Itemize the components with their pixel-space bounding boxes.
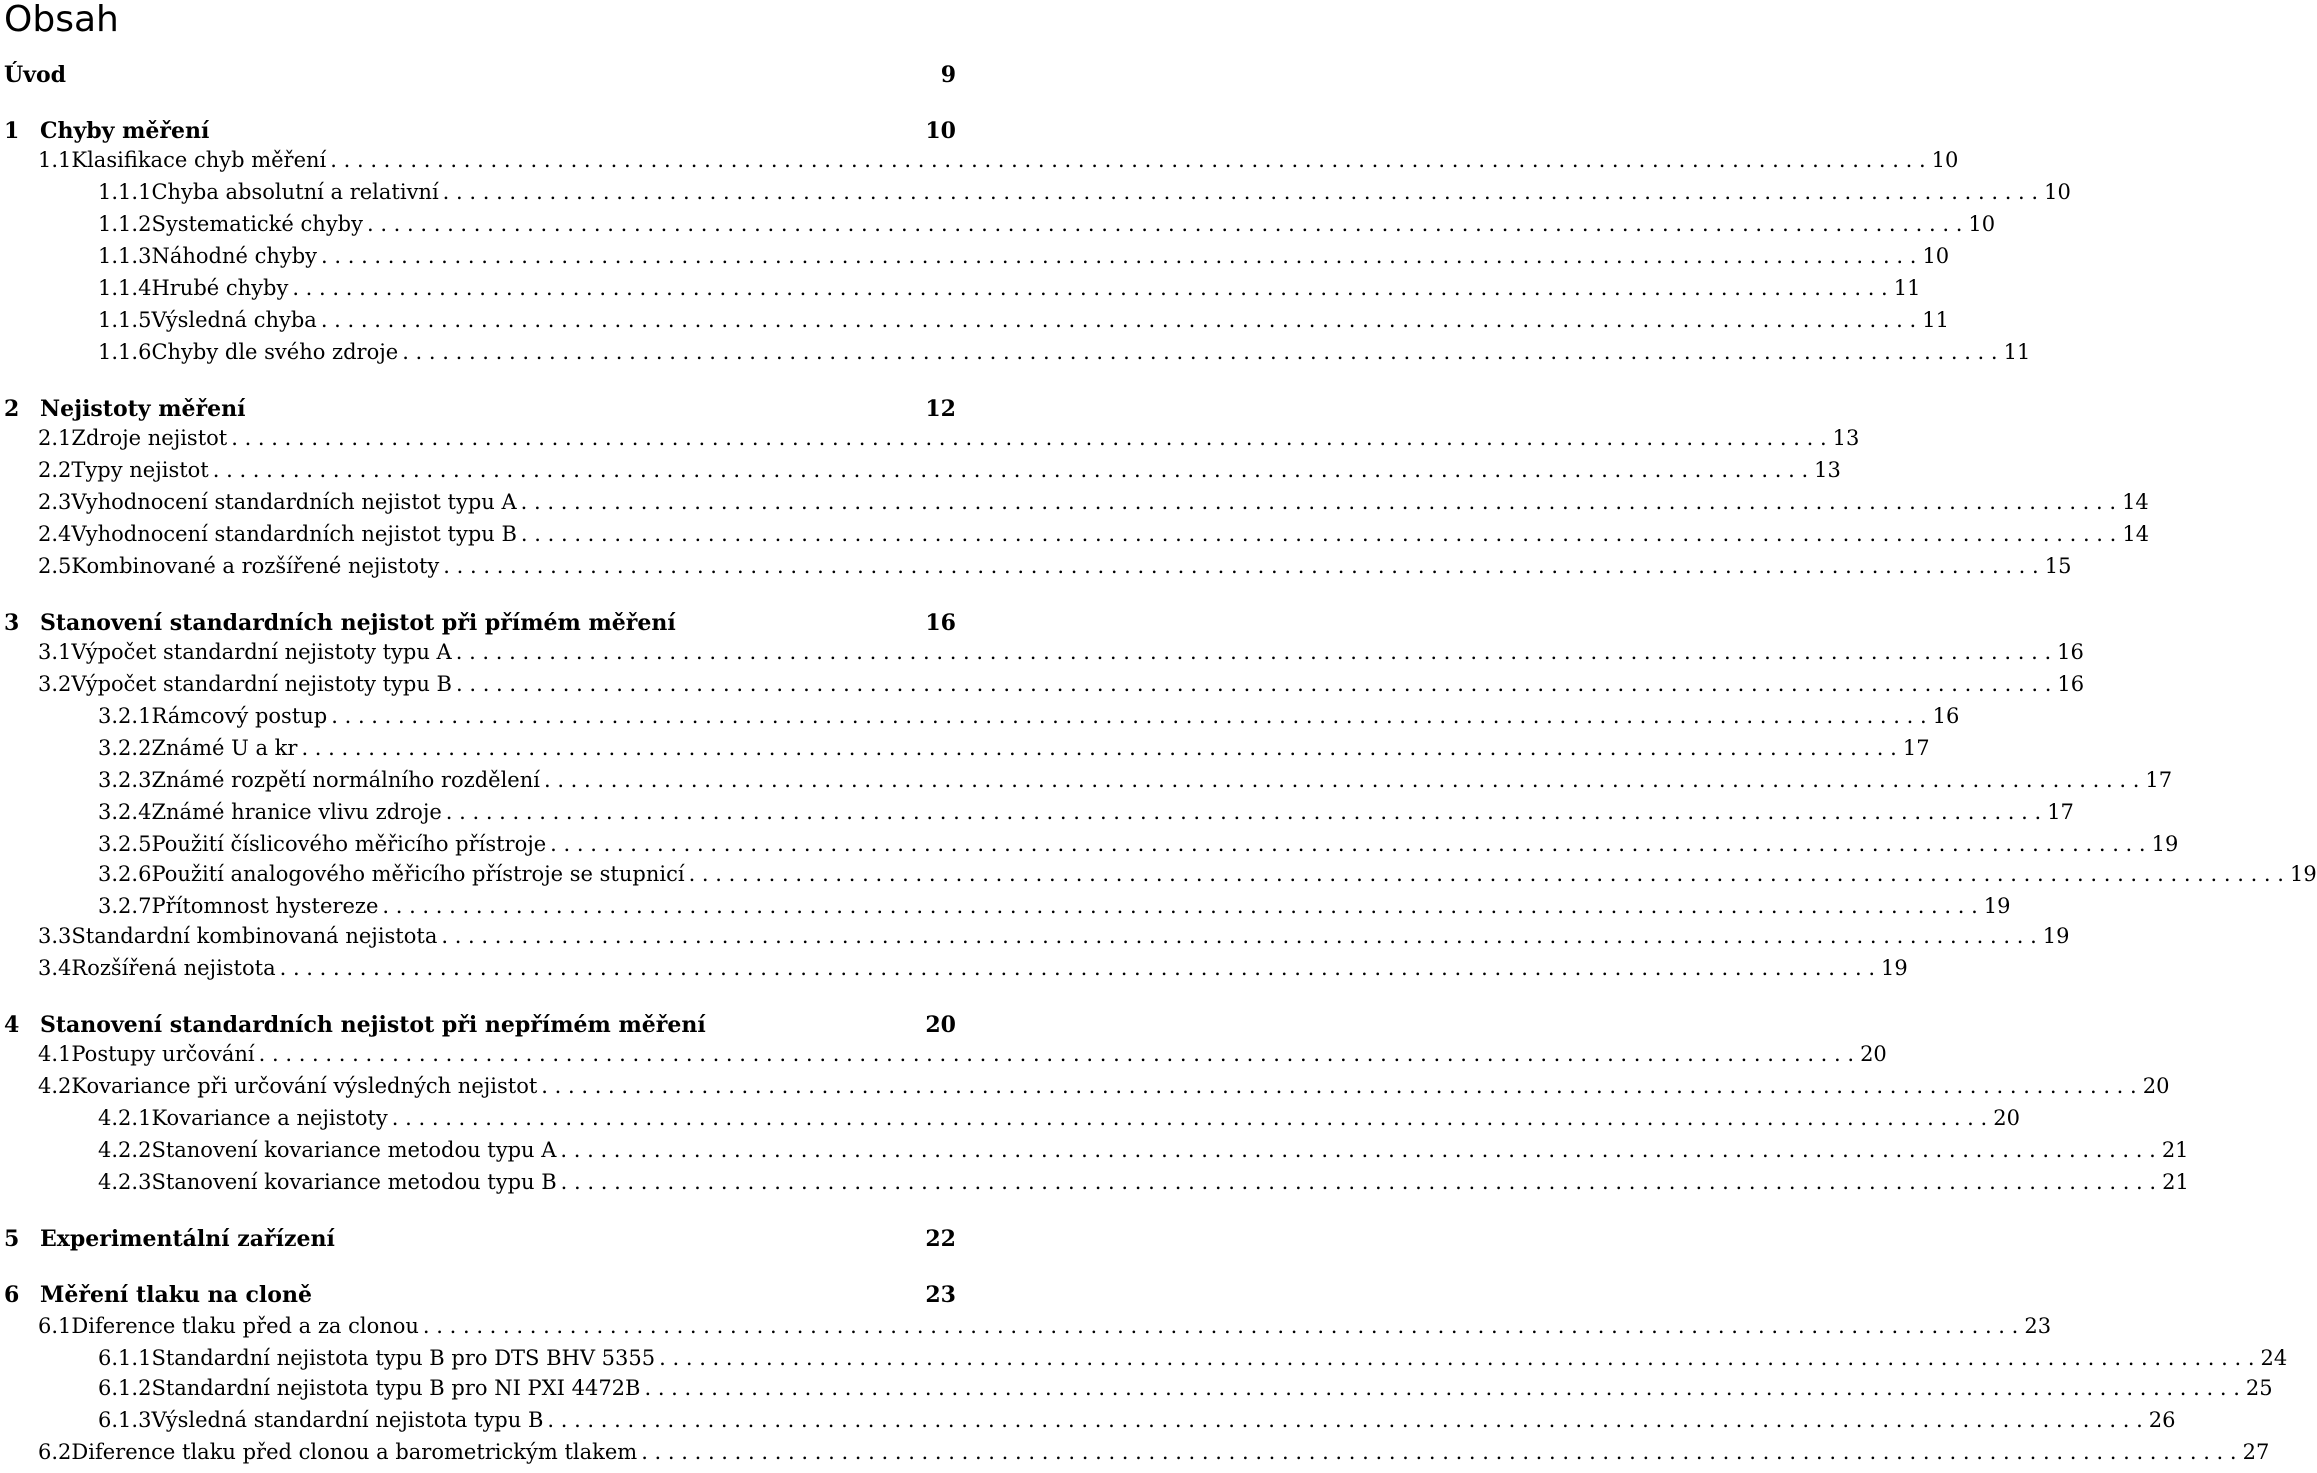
toc-page-number: 14	[2122, 490, 2149, 514]
toc-leader-dots: . . . . . . . . . . . . . . . . . . . . . . . . . . . . . . . . . . . . . . . . . . . . . . . . . . . . . . . . . . . . . . . . . . . . . . . . . . . . . . . . . . . . . . . . . . . . . . . . . . . . . . . . . . . . . . . . . . . . . . . .	[560, 1138, 2156, 1162]
toc-page-number: 16	[2057, 640, 2084, 664]
toc-entry-number: 6.1.2	[98, 1376, 152, 1400]
toc-entry-subsection[interactable]	[98, 736, 1930, 766]
toc-entry-number: 3.2	[38, 672, 72, 696]
toc-leader-dots: . . . . . . . . . . . . . . . . . . . . . . . . . . . . . . . . . . . . . . . . . . . . . . . . . . . . . . . . . . . . . . . . . . . . . . . . . . . . . . . . . . . . . . . . . . . . . . . . . . . . . . . . . . . . . . . . . . . . . . . .	[391, 1106, 1988, 1130]
toc-leader-dots: . . . . . . . . . . . . . . . . . . . . . . . . . . . . . . . . . . . . . . . . . . . . . . . . . . . . . . . . . . . . . . . . . . . . . . . . . . . . . . . . . . . . . . . . . . . . . . . . . . . . . . . . . . . . . . . . . . . . . . . .	[279, 956, 1876, 980]
toc-entry-section[interactable]	[38, 640, 2084, 670]
toc-entry-number: 4.2.1	[98, 1106, 152, 1130]
toc-page-number: 19	[1881, 956, 1908, 980]
toc-entry-chapter[interactable]	[4, 118, 956, 148]
toc-entry-title: Stanovení kovariance metodou typu A	[151, 1138, 557, 1162]
toc-entry-chapter[interactable]	[4, 62, 956, 92]
toc-page-number: 17	[2047, 800, 2074, 824]
toc-entry-number: 2.5	[38, 554, 72, 578]
toc-entry-title: Přítomnost hystereze	[151, 894, 379, 918]
toc-entry-number: 1.1	[38, 148, 72, 172]
toc-page-number: 10	[1931, 148, 1959, 172]
toc-entry-subsection[interactable]	[98, 340, 2031, 370]
toc-entry-title: Standardní kombinovaná nejistota	[71, 924, 438, 948]
toc-entry-section[interactable]	[38, 672, 2085, 702]
page-title: Obsah	[4, 0, 119, 40]
toc-page-number: 10	[2044, 180, 2071, 204]
toc-leader-dots: . . . . . . . . . . . . . . . . . . . . . . . . . . . . . . . . . . . . . . . . . . . . . . . . . . . . . . . . . . . . . . . . . . . . . . . . . . . . . . . . . . . . . . . . . . . . . . . . . . . . . . . . . . . . . . . . . . . . . . . .	[231, 426, 1827, 450]
toc-entry-title: Stanovení kovariance metodou typu B	[151, 1170, 557, 1194]
toc-entry-subsection[interactable]	[98, 704, 1960, 734]
toc-entry-subsection[interactable]	[98, 180, 2071, 210]
toc-entry-number: 6	[4, 1282, 20, 1308]
toc-leader-dots: . . . . . . . . . . . . . . . . . . . . . . . . . . . . . . . . . . . . . . . . . . . . . . . . . . . . . . . . . . . . . . . . . . . . . . . . . . . . . . . . . . . . . . . . . . . . . . . . . . . . . . . . . . . . . . . . . . . . . . . .	[402, 340, 1998, 364]
toc-entry-title: Známé rozpětí normálního rozdělení	[151, 768, 540, 792]
toc-page-number: 23	[925, 1282, 956, 1308]
toc-leader-dots: . . . . . . . . . . . . . . . . . . . . . . . . . . . . . . . . . . . . . . . . . . . . . . . . . . . . . . . . . . . . . . . . . . . . . . . . . . . . . . . . . . . . . . . . . . . . . . . . . . . . . . . . . . . . . . . . . . . . . . . .	[445, 800, 2042, 824]
toc-leader-dots: . . . . . . . . . . . . . . . . . . . . . . . . . . . . . . . . . . . . . . . . . . . . . . . . . . . . . . . . . . . . . . . . . . . . . . . . . . . . . . . . . . . . . . . . . . . . . . . . . . . . . . . . . . . . . . . . . . . . . . . .	[443, 554, 2039, 578]
toc-entry-section[interactable]	[38, 1042, 1887, 1072]
toc-entry-number: 2.1	[38, 426, 72, 450]
toc-page-number: 19	[2151, 832, 2179, 856]
toc-entry-title: Náhodné chyby	[151, 244, 318, 268]
toc-leader-dots: . . . . . . . . . . . . . . . . . . . . . . . . . . . . . . . . . . . . . . . . . . . . . . . . . . . . . . . . . . . . . . . . . . . . . . . . . . . . . . . . . . . . . . . . . . . . . . . . . . . . . . . . . . . . . . . . . . . . . . . .	[644, 1376, 2240, 1400]
toc-page-number: 10	[1922, 244, 1950, 268]
toc-entry-section[interactable]	[38, 490, 2149, 520]
toc-entry-chapter[interactable]	[4, 610, 956, 640]
toc-entry-title: Stanovení standardních nejistot při přímém měření	[40, 610, 676, 636]
toc-leader-dots: . . . . . . . . . . . . . . . . . . . . . . . . . . . . . . . . . . . . . . . . . . . . . . . . . . . . . . . . . . . . . . . . . . . . . . . . . . . . . . . . . . . . . . . . . . . . . . . . . . . . . . . . . . . . . . . . . . . . . . . .	[258, 1042, 1855, 1066]
toc-leader-dots: . . . . . . . . . . . . . . . . . . . . . . . . . . . . . . . . . . . . . . . . . . . . . . . . . . . . . . . . . . . . . . . . . . . . . . . . . . . . . . . . . . . . . . . . . . . . . . . . . . . . . . . . . . . . . . . . . . . . . . . .	[541, 1074, 2137, 1098]
toc-leader-dots: . . . . . . . . . . . . . . . . . . . . . . . . . . . . . . . . . . . . . . . . . . . . . . . . . . . . . . . . . . . . . . . . . . . . . . . . . . . . . . . . . . . . . . . . . . . . . . . . . . . . . . . . . . . . . . . . . . . . . . . .	[331, 704, 1927, 728]
toc-leader-dots: . . . . . . . . . . . . . . . . . . . . . . . . . . . . . . . . . . . . . . . . . . . . . . . . . . . . . . . . . . . . . . . . . . . . . . . . . . . . . . . . . . . . . . . . . . . . . . . . . . . . . . . . . . . . . . . . . . . . . . . .	[688, 862, 2284, 886]
toc-entry-number: 3.2.2	[98, 736, 152, 760]
toc-entry-section[interactable]	[38, 1074, 2170, 1104]
toc-entry-title: Hrubé chyby	[151, 276, 289, 300]
toc-entry-subsection[interactable]	[98, 862, 2317, 892]
toc-entry-title: Úvod	[4, 62, 67, 88]
toc-entry-number: 3.4	[38, 956, 72, 980]
toc-entry-title: Použití analogového měřicího přístroje se stupnicí	[151, 862, 685, 886]
toc-entry-title: Kovariance a nejistoty	[151, 1106, 388, 1130]
toc-entry-title: Měření tlaku na cloně	[40, 1282, 312, 1308]
toc-entry-title: Experimentální zařízení	[40, 1226, 335, 1252]
toc-entry-title: Použití číslicového měřicího přístroje	[151, 832, 547, 856]
toc-entry-number: 4.2.3	[98, 1170, 152, 1194]
toc-entry-subsection[interactable]	[98, 800, 2074, 830]
toc-page-number: 24	[2260, 1346, 2288, 1370]
toc-entry-number: 6.1	[38, 1314, 72, 1338]
toc-entry-title: Vyhodnocení standardních nejistot typu B	[71, 522, 517, 546]
toc-entry-number: 1.1.6	[98, 340, 152, 364]
toc-page-number: 20	[925, 1012, 956, 1038]
toc-entry-number: 1.1.4	[98, 276, 152, 300]
toc-entry-number: 2	[4, 396, 20, 422]
toc-entry-title: Chyby měření	[40, 118, 210, 144]
toc-page-number: 10	[1968, 212, 1996, 236]
toc-entry-title: Nejistoty měření	[40, 396, 246, 422]
toc-entry-number: 3.1	[38, 640, 72, 664]
toc-entry-number: 4	[4, 1012, 20, 1038]
toc-page-number: 17	[2145, 768, 2173, 792]
toc-entry-number: 1.1.5	[98, 308, 152, 332]
toc-page-number: 15	[2044, 554, 2072, 578]
toc-page-number: 19	[1983, 894, 2011, 918]
toc-entry-number: 1	[4, 118, 20, 144]
toc-entry-chapter[interactable]	[4, 1226, 956, 1256]
toc-page-number: 20	[1860, 1042, 1887, 1066]
toc-entry-section[interactable]	[38, 148, 1959, 178]
toc-entry-title: Diference tlaku před clonou a barometrickým tlakem	[71, 1440, 638, 1464]
toc-leader-dots: . . . . . . . . . . . . . . . . . . . . . . . . . . . . . . . . . . . . . . . . . . . . . . . . . . . . . . . . . . . . . . . . . . . . . . . . . . . . . . . . . . . . . . . . . . . . . . . . . . . . . . . . . . . . . . . . . . . . . . . .	[641, 1440, 2237, 1464]
toc-entry-number: 3.3	[38, 924, 72, 948]
toc-page-number: 22	[925, 1226, 956, 1252]
toc-leader-dots: . . . . . . . . . . . . . . . . . . . . . . . . . . . . . . . . . . . . . . . . . . . . . . . . . . . . . . . . . . . . . . . . . . . . . . . . . . . . . . . . . . . . . . . . . . . . . . . . . . . . . . . . . . . . . . . . . . . . . . . .	[366, 212, 1963, 236]
toc-entry-number: 6.2	[38, 1440, 72, 1464]
toc-entry-subsection[interactable]	[98, 1346, 2288, 1376]
toc-entry-section[interactable]	[38, 924, 2070, 954]
toc-entry-section[interactable]	[38, 554, 2072, 584]
toc-entry-title: Standardní nejistota typu B pro DTS BHV 5355	[151, 1346, 656, 1370]
toc-entry-section[interactable]	[38, 1314, 2052, 1344]
toc-entry-subsection[interactable]	[98, 1408, 2176, 1438]
toc-leader-dots: . . . . . . . . . . . . . . . . . . . . . . . . . . . . . . . . . . . . . . . . . . . . . . . . . . . . . . . . . . . . . . . . . . . . . . . . . . . . . . . . . . . . . . . . . . . . . . . . . . . . . . . . . . . . . . . . . . . . . . . .	[442, 180, 2039, 204]
toc-page-number: 27	[2242, 1440, 2270, 1464]
toc-entry-title: Chyby dle svého zdroje	[151, 340, 399, 364]
toc-page-number: 13	[1814, 458, 1841, 482]
toc-leader-dots: . . . . . . . . . . . . . . . . . . . . . . . . . . . . . . . . . . . . . . . . . . . . . . . . . . . . . . . . . . . . . . . . . . . . . . . . . . . . . . . . . . . . . . . . . . . . . . . . . . . . . . . . . . . . . . . . . . . . . . . .	[560, 1170, 2157, 1194]
toc-page-number: 25	[2245, 1376, 2273, 1400]
toc-entry-title: Postupy určování	[71, 1042, 255, 1066]
toc-page-number: 11	[1922, 308, 1949, 332]
toc-entry-title: Diference tlaku před a za clonou	[71, 1314, 419, 1338]
toc-entry-title: Klasifikace chyb měření	[71, 148, 327, 172]
toc-entry-title: Kovariance při určování výsledných nejistot	[71, 1074, 538, 1098]
toc-entry-number: 1.1.2	[98, 212, 152, 236]
toc-page-number: 23	[2024, 1314, 2052, 1338]
toc-entry-title: Stanovení standardních nejistot při nepřímém měření	[40, 1012, 706, 1038]
toc-entry-title: Výpočet standardní nejistoty typu A	[71, 640, 452, 664]
toc-entry-title: Známé hranice vlivu zdroje	[151, 800, 442, 824]
toc-leader-dots: . . . . . . . . . . . . . . . . . . . . . . . . . . . . . . . . . . . . . . . . . . . . . . . . . . . . . . . . . . . . . . . . . . . . . . . . . . . . . . . . . . . . . . . . . . . . . . . . . . . . . . . . . . . . . . . . . . . . . . . .	[455, 640, 2052, 664]
toc-entry-section[interactable]	[38, 956, 1908, 986]
toc-entry-subsection[interactable]	[98, 1170, 2189, 1200]
toc-entry-number: 3.2.1	[98, 704, 152, 728]
toc-entry-number: 3.2.3	[98, 768, 152, 792]
toc-leader-dots: . . . . . . . . . . . . . . . . . . . . . . . . . . . . . . . . . . . . . . . . . . . . . . . . . . . . . . . . . . . . . . . . . . . . . . . . . . . . . . . . . . . . . . . . . . . . . . . . . . . . . . . . . . . . . . . . . . . . . . . .	[543, 768, 2140, 792]
toc-entry-title: Typy nejistot	[71, 458, 209, 482]
toc-page-number: 26	[2148, 1408, 2176, 1432]
toc-leader-dots: . . . . . . . . . . . . . . . . . . . . . . . . . . . . . . . . . . . . . . . . . . . . . . . . . . . . . . . . . . . . . . . . . . . . . . . . . . . . . . . . . . . . . . . . . . . . . . . . . . . . . . . . . . . . . . . . . . . . . . . .	[422, 1314, 2019, 1338]
toc-entry-number: 2.3	[38, 490, 72, 514]
toc-entry-title: Rámcový postup	[151, 704, 328, 728]
toc-entry-number: 6.1.1	[98, 1346, 152, 1370]
toc-page-number: 14	[2122, 522, 2150, 546]
toc-entry-title: Výsledná standardní nejistota typu B	[151, 1408, 544, 1432]
toc-leader-dots: . . . . . . . . . . . . . . . . . . . . . . . . . . . . . . . . . . . . . . . . . . . . . . . . . . . . . . . . . . . . . . . . . . . . . . . . . . . . . . . . . . . . . . . . . . . . . . . . . . . . . . . . . . . . . . . . . . . . . . . .	[441, 924, 2037, 948]
toc-page-number: 21	[2162, 1170, 2189, 1194]
toc-page-number: 20	[1993, 1106, 2020, 1130]
toc-page-number: 19	[2289, 862, 2317, 886]
toc-page-number: 20	[2142, 1074, 2170, 1098]
toc-leader-dots: . . . . . . . . . . . . . . . . . . . . . . . . . . . . . . . . . . . . . . . . . . . . . . . . . . . . . . . . . . . . . . . . . . . . . . . . . . . . . . . . . . . . . . . . . . . . . . . . . . . . . . . . . . . . . . . . . . . . . . . .	[330, 148, 1926, 172]
toc-leader-dots: . . . . . . . . . . . . . . . . . . . . . . . . . . . . . . . . . . . . . . . . . . . . . . . . . . . . . . . . . . . . . . . . . . . . . . . . . . . . . . . . . . . . . . . . . . . . . . . . . . . . . . . . . . . . . . . . . . . . . . . .	[456, 672, 2052, 696]
toc-entry-number: 3.2.5	[98, 832, 152, 856]
toc-entry-subsection[interactable]	[98, 276, 1921, 306]
toc-leader-dots: . . . . . . . . . . . . . . . . . . . . . . . . . . . . . . . . . . . . . . . . . . . . . . . . . . . . . . . . . . . . . . . . . . . . . . . . . . . . . . . . . . . . . . . . . . . . . . . . . . . . . . . . . . . . . . . . . . . . . . . .	[320, 308, 1917, 332]
toc-entry-number: 4.2.2	[98, 1138, 152, 1162]
toc-leader-dots: . . . . . . . . . . . . . . . . . . . . . . . . . . . . . . . . . . . . . . . . . . . . . . . . . . . . . . . . . . . . . . . . . . . . . . . . . . . . . . . . . . . . . . . . . . . . . . . . . . . . . . . . . . . . . . . . . . . . . . . .	[321, 244, 1917, 268]
toc-page-number: 16	[925, 610, 956, 636]
toc-page-number: 19	[2042, 924, 2070, 948]
toc-entry-chapter[interactable]	[4, 1012, 956, 1042]
toc-entry-subsection[interactable]	[98, 832, 2179, 862]
toc-entry-chapter[interactable]	[4, 1282, 956, 1312]
toc-page-number: 13	[1832, 426, 1860, 450]
toc-leader-dots: . . . . . . . . . . . . . . . . . . . . . . . . . . . . . . . . . . . . . . . . . . . . . . . . . . . . . . . . . . . . . . . . . . . . . . . . . . . . . . . . . . . . . . . . . . . . . . . . . . . . . . . . . . . . . . . . . . . . . . . .	[550, 832, 2146, 856]
toc-entry-subsection[interactable]	[98, 308, 1949, 338]
toc-entry-subsection[interactable]	[98, 1376, 2273, 1406]
toc-entry-title: Výsledná chyba	[151, 308, 317, 332]
toc-entry-subsection[interactable]	[98, 244, 1950, 274]
toc-entry-number: 3.2.6	[98, 862, 152, 886]
toc-entry-number: 2.4	[38, 522, 72, 546]
toc-entry-section[interactable]	[38, 458, 1841, 488]
toc-entry-number: 6.1.3	[98, 1408, 152, 1432]
toc-leader-dots: . . . . . . . . . . . . . . . . . . . . . . . . . . . . . . . . . . . . . . . . . . . . . . . . . . . . . . . . . . . . . . . . . . . . . . . . . . . . . . . . . . . . . . . . . . . . . . . . . . . . . . . . . . . . . . . . . . . . . . . .	[292, 276, 1888, 300]
toc-page-number: 17	[1902, 736, 1930, 760]
toc-entry-chapter[interactable]	[4, 396, 956, 426]
toc-entry-number: 4.1	[38, 1042, 72, 1066]
toc-entry-number: 5	[4, 1226, 20, 1252]
toc-leader-dots: . . . . . . . . . . . . . . . . . . . . . . . . . . . . . . . . . . . . . . . . . . . . . . . . . . . . . . . . . . . . . . . . . . . . . . . . . . . . . . . . . . . . . . . . . . . . . . . . . . . . . . . . . . . . . . . . . . . . . . . .	[301, 736, 1897, 760]
toc-entry-subsection[interactable]	[98, 894, 2011, 924]
toc-entry-number: 1.1.1	[98, 180, 152, 204]
toc-entry-title: Systematické chyby	[151, 212, 363, 236]
toc-entry-section[interactable]	[38, 1440, 2270, 1470]
toc-page-number: 11	[2003, 340, 2031, 364]
toc-entry-title: Standardní nejistota typu B pro NI PXI 4472B	[151, 1376, 641, 1400]
toc-entry-title: Chyba absolutní a relativní	[151, 180, 439, 204]
toc-page-number: 16	[2057, 672, 2085, 696]
toc-leader-dots: . . . . . . . . . . . . . . . . . . . . . . . . . . . . . . . . . . . . . . . . . . . . . . . . . . . . . . . . . . . . . . . . . . . . . . . . . . . . . . . . . . . . . . . . . . . . . . . . . . . . . . . . . . . . . . . . . . . . . . . .	[382, 894, 1978, 918]
toc-leader-dots: . . . . . . . . . . . . . . . . . . . . . . . . . . . . . . . . . . . . . . . . . . . . . . . . . . . . . . . . . . . . . . . . . . . . . . . . . . . . . . . . . . . . . . . . . . . . . . . . . . . . . . . . . . . . . . . . . . . . . . . .	[212, 458, 1809, 482]
toc-entry-number: 3.2.4	[98, 800, 152, 824]
toc-leader-dots: . . . . . . . . . . . . . . . . . . . . . . . . . . . . . . . . . . . . . . . . . . . . . . . . . . . . . . . . . . . . . . . . . . . . . . . . . . . . . . . . . . . . . . . . . . . . . . . . . . . . . . . . . . . . . . . . . . . . . . . .	[659, 1346, 2255, 1370]
toc-entry-section[interactable]	[38, 522, 2150, 552]
toc-leader-dots: . . . . . . . . . . . . . . . . . . . . . . . . . . . . . . . . . . . . . . . . . . . . . . . . . . . . . . . . . . . . . . . . . . . . . . . . . . . . . . . . . . . . . . . . . . . . . . . . . . . . . . . . . . . . . . . . . . . . . . . .	[520, 522, 2117, 546]
toc-page-number: 11	[1893, 276, 1921, 300]
toc-entry-number: 1.1.3	[98, 244, 152, 268]
toc-entry-number: 2.2	[38, 458, 72, 482]
toc-page-number: 10	[925, 118, 956, 144]
toc-entry-subsection[interactable]	[98, 768, 2173, 798]
toc-page-number: 21	[2161, 1138, 2189, 1162]
toc-page-number: 9	[940, 62, 956, 88]
toc-entry-title: Známé U a kr	[151, 736, 298, 760]
toc-entry-subsection[interactable]	[98, 212, 1996, 242]
toc-page-number: 12	[925, 396, 956, 422]
toc-entry-subsection[interactable]	[98, 1106, 2020, 1136]
toc-entry-title: Vyhodnocení standardních nejistot typu A	[71, 490, 517, 514]
toc-leader-dots: . . . . . . . . . . . . . . . . . . . . . . . . . . . . . . . . . . . . . . . . . . . . . . . . . . . . . . . . . . . . . . . . . . . . . . . . . . . . . . . . . . . . . . . . . . . . . . . . . . . . . . . . . . . . . . . . . . . . . . . .	[547, 1408, 2143, 1432]
toc-entry-title: Kombinované a rozšířené nejistoty	[71, 554, 440, 578]
toc-leader-dots: . . . . . . . . . . . . . . . . . . . . . . . . . . . . . . . . . . . . . . . . . . . . . . . . . . . . . . . . . . . . . . . . . . . . . . . . . . . . . . . . . . . . . . . . . . . . . . . . . . . . . . . . . . . . . . . . . . . . . . . .	[520, 490, 2117, 514]
toc-entry-title: Rozšířená nejistota	[71, 956, 276, 980]
toc-entry-number: 3.2.7	[98, 894, 152, 918]
toc-entry-section[interactable]	[38, 426, 1860, 456]
toc-entry-number: 3	[4, 610, 20, 636]
toc-page-number: 16	[1932, 704, 1960, 728]
toc-entry-title: Zdroje nejistot	[71, 426, 228, 450]
toc-entry-number: 4.2	[38, 1074, 72, 1098]
toc-entry-subsection[interactable]	[98, 1138, 2189, 1168]
toc-entry-title: Výpočet standardní nejistoty typu B	[71, 672, 452, 696]
